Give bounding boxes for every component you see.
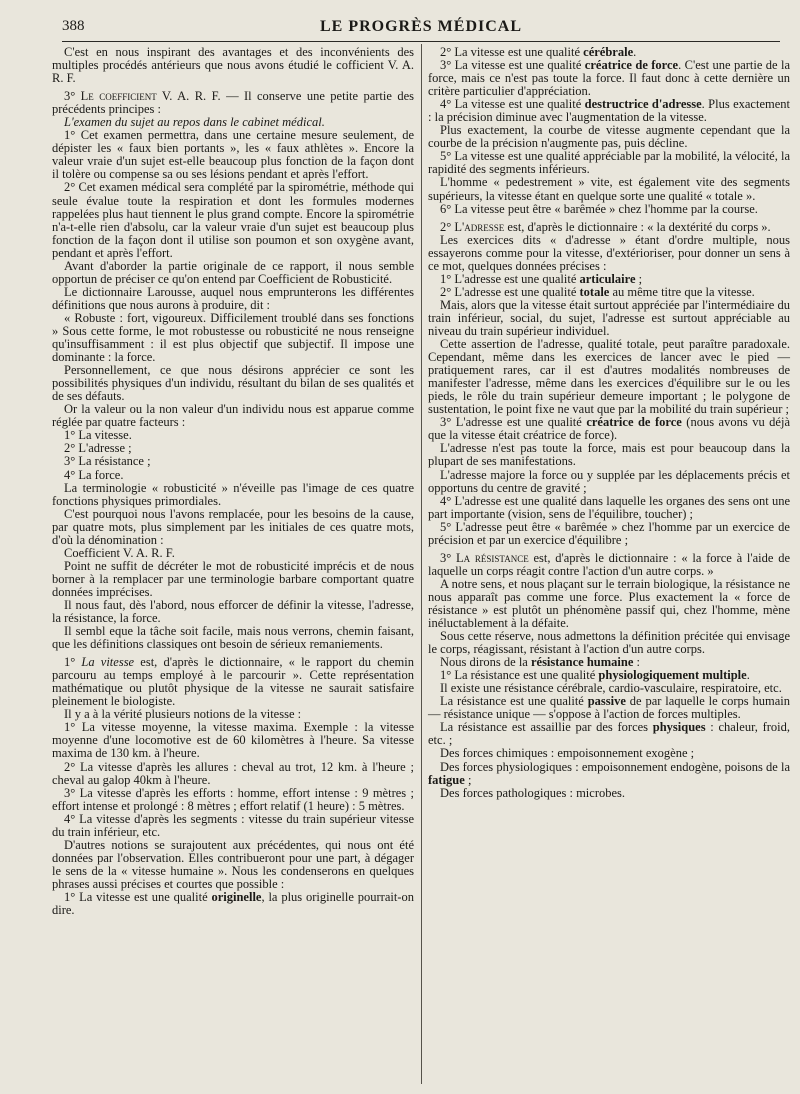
column-divider bbox=[421, 44, 422, 1084]
paragraph: Des forces physiologiques : empoisonnement endogène, poisons de la fatigue ; bbox=[428, 759, 790, 787]
paragraph: 1° L'adresse est une qualité articulaire ; bbox=[440, 271, 643, 286]
paragraph: 4° La vitesse d'après les segments : vitesse du train supérieur vitesse du train inférieur, etc. bbox=[52, 811, 414, 839]
paragraph: Les exercices dits « d'adresse » étant d'ordre multiple, nous essayerons comme pour la vitesse, d'extérioriser, pour donner un sens à ce mot, quelques données précises : bbox=[428, 232, 790, 273]
paragraph: 3° La vitesse est une qualité créatrice de force. C'est une partie de la force, mais ce n'est pas toute la force. Il faut donc à cette dernière un critère particulier d'appréciation. bbox=[428, 58, 791, 99]
paragraph: Nous dirons de la résistance humaine : bbox=[440, 655, 641, 670]
paragraph: 3° La vitesse d'après les efforts : homme, effort intense : 9 mètres ; effort intense et prolongé : 8 mètres ; effort relatif (1 heure) : 5 mètres. bbox=[52, 785, 414, 813]
paragraph: 1° Cet examen permettra, dans une certaine mesure seulement, de dépister les « faux bien portants », les « faux athlètes ». Encore la valeur vraie d'un sujet est-elle beaucoup plus fonction de la façon dont il tolère ou compense sa ou ses lésions pendant et après l'effort. bbox=[52, 128, 414, 182]
right-column bbox=[428, 46, 790, 800]
paragraph: L'examen du sujet au repos dans le cabinet médical. bbox=[64, 115, 325, 130]
paragraph: 1° La résistance est une qualité physiologiquement multiple. bbox=[440, 668, 750, 683]
paragraph: 2° Cet examen médical sera complété par la spirométrie, méthode qui seule évalue toute la respiration et dont les formules modernes rappelées plus haut tiennent le plus grand compte. Encore la spirométrie n'a-t-elle rien d'absolu, car la valeur vraie d'un sujet est beaucoup plus fonction de la façon dont il utilise son poumon et son oxygène avant, pendant et après l'effort. bbox=[52, 180, 414, 260]
paragraph: C'est pourquoi nous l'avons remplacée, pour les besoins de la cause, par quatre mots, plus simplement par les initiales de ces quatre mots, d'où la dénomination : bbox=[52, 506, 414, 547]
paragraph: 4° L'adresse est une qualité dans laquelle les organes des sens ont une part importante (vision, sens de l'équilibre, toucher) ; bbox=[428, 493, 790, 521]
paragraph: La terminologie « robusticité » n'éveille pas l'image de ces quatre fonctions physiques primordiales. bbox=[52, 480, 414, 508]
paragraph: Or la valeur ou la non valeur d'un individu nous est apparue comme réglée par quatre facteurs : bbox=[52, 402, 414, 430]
list-item: 2° L'adresse ; bbox=[64, 441, 132, 456]
paragraph: « Robuste : fort, vigoureux. Difficilement troublé dans ses fonctions » Sous cette forme, le mot robustesse ou robusticité ne nous renseigne qu'insuffisamment : il est plus objectif que subjectif. Il impose une dominante : la force. bbox=[52, 310, 414, 365]
paragraph: L'adresse n'est pas toute la force, mais est pour beaucoup dans la plupart de ses manifestations. bbox=[428, 441, 790, 469]
paragraph: Plus exactement, la courbe de vitesse augmente cependant que la courbe de la précision n'augmente pas, puis décline. bbox=[428, 123, 790, 151]
paragraph: 1° La vitesse est une qualité originelle, la plus originelle pourrait-on dire. bbox=[52, 890, 414, 918]
paragraph: Il nous faut, dès l'abord, nous efforcer de définir la vitesse, l'adresse, la résistance, la force. bbox=[52, 597, 414, 626]
paragraph: Il sembl eque la tâche soit facile, mais nous verrons, chemin faisant, que les définitions classiques ont besoin de sérieux remaniements. bbox=[52, 624, 414, 652]
section-heading: 2° L'adresse bbox=[440, 219, 505, 234]
paragraph: Personnellement, ce que nous désirons apprécier ce sont les possibilités physiques d'un individu, résultant du bilan de ses qualités et de ses défauts. bbox=[52, 363, 414, 404]
paragraph: Des forces pathologiques : microbes. bbox=[440, 785, 626, 800]
paragraph: 5° La vitesse est une qualité appréciable par la mobilité, la vélocité, la rapidité des segments inférieurs. bbox=[428, 149, 790, 177]
paragraph: 1° La vitesse est, d'après le dictionnaire, « le rapport du chemin parcouru au temps employé à le parcourir ». Cette représentation mathématique ou plutôt physique de la vitesse ne saurait satisfaire pleinement le biologiste. bbox=[52, 655, 414, 709]
paragraph: Avant d'aborder la partie originale de ce rapport, il nous semble opportun de préciser ce qu'on entend par Coefficient de Robusticité. bbox=[52, 258, 414, 286]
paragraph: 3° L'adresse est une qualité créatrice de force (nous avons vu déjà que la vitesse était créatrice de force). bbox=[428, 415, 790, 443]
running-title: LE PROGRÈS MÉDICAL bbox=[319, 18, 523, 35]
paragraph: C'est en nous inspirant des avantages et des inconvénients des multiples procédés antérieurs que nous avons étudié le cofficient V. A. R. F. bbox=[52, 45, 414, 86]
header-rule bbox=[62, 41, 780, 42]
list-item: 3° La résistance ; bbox=[64, 454, 151, 469]
paragraph: 2° La vitesse est une qualité cérébrale. bbox=[440, 45, 637, 59]
paragraph: Coefficient V. A. R. F. bbox=[64, 545, 175, 560]
left-column bbox=[52, 46, 414, 917]
paragraph: 2° L'adresse est une qualité totale au même titre que la vitesse. bbox=[440, 284, 755, 299]
paragraph: Sous cette réserve, nous admettons la définition précitée qui envisage le corps, réagissant, résistant à l'action d'un autre corps. bbox=[428, 629, 790, 657]
section-heading: 3° La résistance bbox=[440, 550, 529, 565]
paragraph: Point ne suffit de décréter le mot de robusticité imprécis et de nous borner à la remplacer par une terminologie barbare comportant quatre données imprécises. bbox=[52, 558, 414, 599]
paragraph: L'adresse majore la force ou y supplée par les déplacements précis et opportuns du centre de gravité ; bbox=[428, 467, 790, 495]
paragraph: Cette assertion de l'adresse, qualité totale, peut paraître paradoxale. Cependant, même dans les exercices de lancer avec le pied — pratiquement rares, car il est d'autres modalités nombreuses de manifester l'adresse, même dans les exercices d'équilibre sur le ou les pieds, le rôle du train supérieur demeure important ; le polygone de sustentation, le point fixe ne vaut que par la mobilité du train supérieur ; bbox=[428, 337, 790, 417]
list-item: 4° La force. bbox=[64, 467, 124, 482]
paragraph: A notre sens, et nous plaçant sur le terrain biologique, la résistance ne nous apparaît pas comme une force. Plus exactement la « force de résistance » est plutôt un phénomène passif qui, chez l'homme, mène inéluctablement à la défaite. bbox=[428, 576, 790, 631]
paragraph: 2° La vitesse d'après les allures : cheval au trot, 12 km. à l'heure ; cheval au galop 40km à l'heure. bbox=[52, 759, 414, 787]
paragraph: La résistance est une qualité passive de par laquelle le corps humain — résistance unique — s'oppose à l'action de forces multiples. bbox=[428, 694, 790, 722]
paragraph: La résistance est assaillie par des forces physiques : chaleur, froid, etc. ; bbox=[428, 720, 790, 748]
paragraph: Des forces chimiques : empoisonnement exogène ; bbox=[440, 746, 695, 761]
paragraph: 2° L'adresse est, d'après le dictionnaire : « la dextérité du corps ». bbox=[440, 219, 771, 234]
paragraph: 3° Le coefficient V. A. R. F. — Il conserve une petite partie des précédents principes : bbox=[52, 89, 414, 117]
paragraph: Il existe une résistance cérébrale, cardio-vasculaire, respiratoire, etc. bbox=[440, 681, 782, 696]
paragraph: Le dictionnaire Larousse, auquel nous emprunterons les différentes définitions que nous aurons à produire, dit : bbox=[52, 284, 414, 312]
list-item: 1° La vitesse. bbox=[64, 428, 132, 443]
section-heading: 3° Le coefficient V. A. R. F. bbox=[64, 89, 221, 104]
paragraph: 1° La vitesse moyenne, la vitesse maxima. Exemple : la vitesse moyenne d'une locomotive est de 60 kilomètres à l'heure. Sa vitesse maxima de 130 km. à l'heure. bbox=[52, 720, 414, 761]
paragraph: 4° La vitesse est une qualité destructrice d'adresse. Plus exactement : la précision diminue avec l'augmentation de la vitesse. bbox=[428, 97, 790, 125]
paragraph: L'homme « pedestrement » vite, est également vite des segments supérieurs, la vitesse étant en quelque sorte une qualité « totale ». bbox=[428, 175, 790, 203]
page-number: 388 bbox=[62, 18, 85, 34]
paragraph: 5° L'adresse peut être « barêmée » chez l'homme par un exercice de précision et par un exercice d'équilibre ; bbox=[428, 519, 790, 547]
page-header bbox=[62, 18, 780, 40]
paragraph: 3° La résistance est, d'après le dictionnaire : « la force à l'aide de laquelle un corps réagit contre l'action d'un autre corps. » bbox=[428, 550, 790, 578]
paragraph: Mais, alors que la vitesse était surtout appréciée par l'intermédiaire du train inférieur, social, du sujet, l'adresse est surtout appréciable au niveau du train supérieur individuel. bbox=[428, 297, 790, 338]
paragraph: Il y a à la vérité plusieurs notions de la vitesse : bbox=[64, 707, 302, 722]
paragraph: 6° La vitesse peut être « barêmée » chez l'homme par la course. bbox=[440, 201, 758, 216]
paragraph: D'autres notions se surajoutent aux précédentes, qui nous ont été données par l'observation. Elles contribueront pour une part, à dégager le sens de la « vitesse humaine ». Nous les condenserons en quelques phrases aussi précises et courtes que possible : bbox=[52, 837, 414, 891]
